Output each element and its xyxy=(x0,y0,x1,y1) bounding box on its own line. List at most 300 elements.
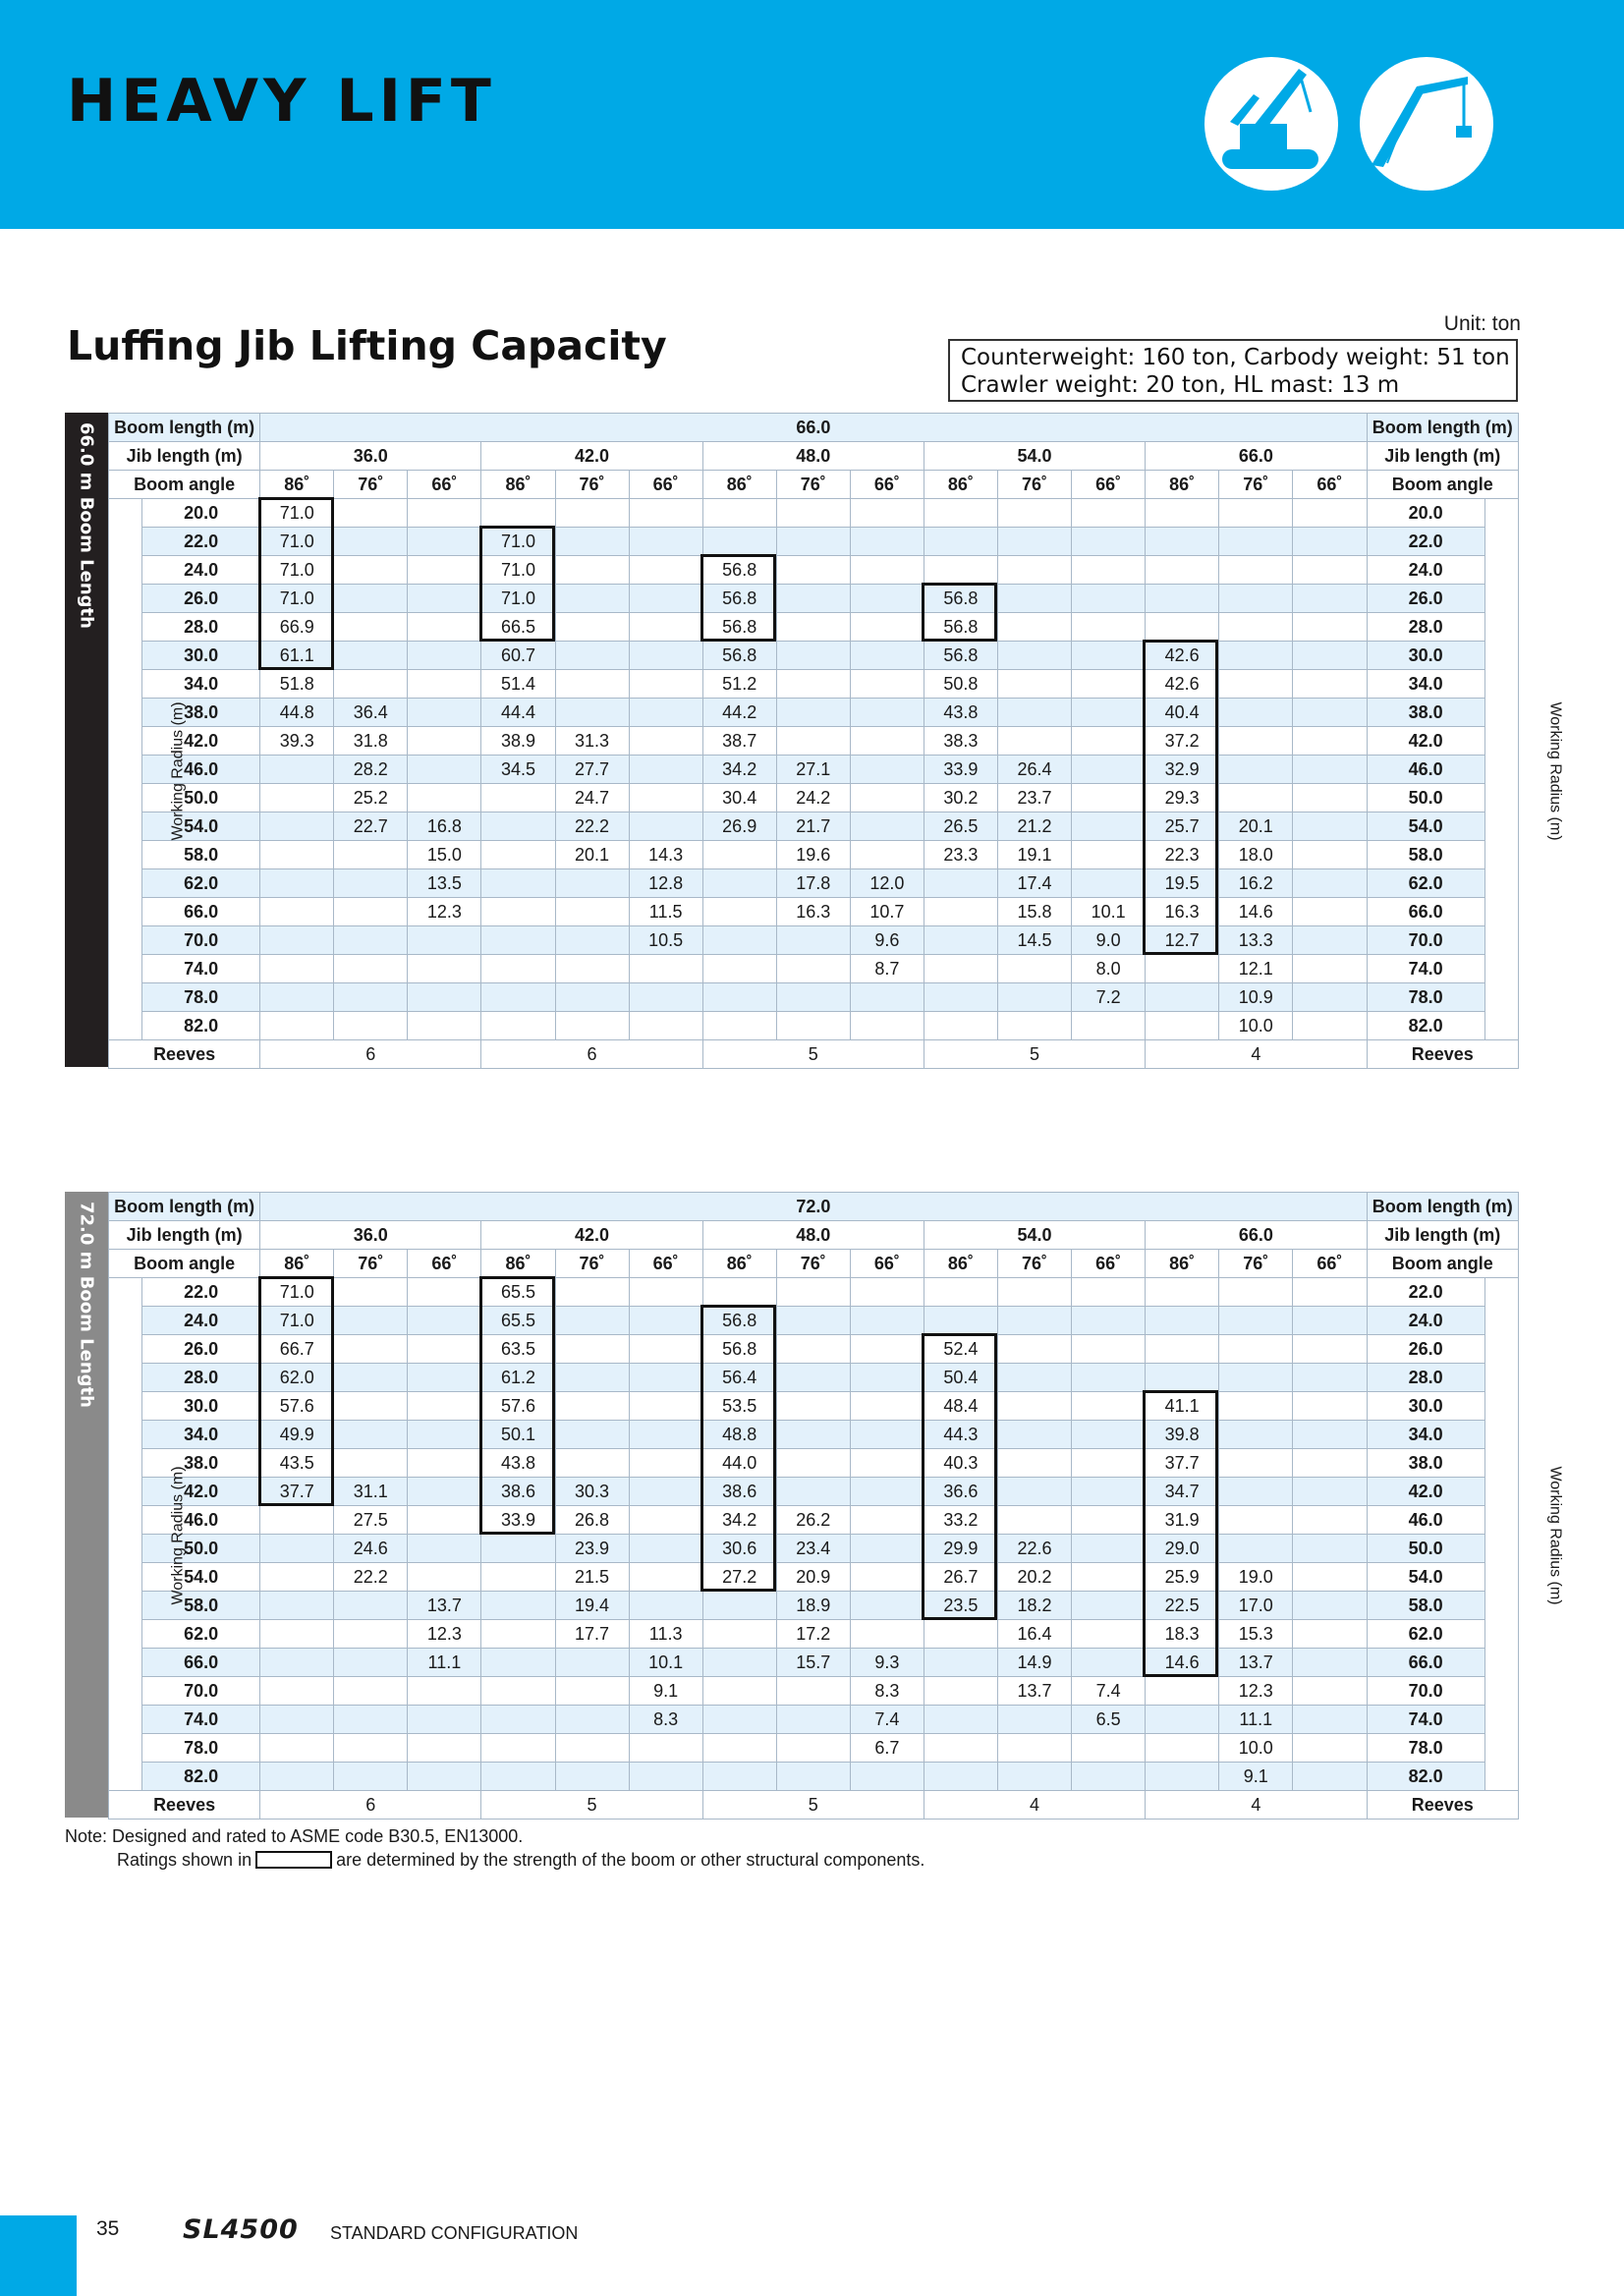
radius-value: 34.0 xyxy=(142,1421,260,1449)
capacity-cell xyxy=(1146,528,1219,556)
capacity-cell xyxy=(1219,1421,1293,1449)
capacity-cell: 33.9 xyxy=(924,756,997,784)
capacity-cell: 38.3 xyxy=(924,727,997,756)
capacity-cell: 21.2 xyxy=(997,812,1071,841)
capacity-cell xyxy=(1219,642,1293,670)
radius-value-right: 82.0 xyxy=(1367,1763,1484,1791)
capacity-cell: 14.9 xyxy=(997,1649,1071,1677)
capacity-cell: 7.2 xyxy=(1072,983,1146,1012)
radius-value-right: 54.0 xyxy=(1367,1563,1484,1592)
capacity-cell xyxy=(481,983,555,1012)
capacity-cell xyxy=(776,983,850,1012)
boom-length-row xyxy=(109,414,1519,442)
capacity-cell xyxy=(629,727,702,756)
boom-length-value: 72.0 xyxy=(260,1193,1367,1221)
radius-value-right: 30.0 xyxy=(1367,642,1484,670)
capacity-cell: 43.8 xyxy=(481,1449,555,1478)
capacity-cell xyxy=(1072,1012,1146,1040)
capacity-cell: 66.7 xyxy=(260,1335,334,1364)
capacity-cell: 18.2 xyxy=(997,1592,1071,1620)
capacity-cell: 20.9 xyxy=(776,1563,850,1592)
capacity-cell: 71.0 xyxy=(260,499,334,528)
capacity-cell xyxy=(629,1307,702,1335)
capacity-cell: 11.5 xyxy=(629,898,702,926)
capacity-cell xyxy=(924,926,997,955)
capacity-cell xyxy=(1072,1392,1146,1421)
boom-angle-value: 76˚ xyxy=(997,1250,1071,1278)
capacity-cell xyxy=(555,869,629,898)
capacity-cell: 28.2 xyxy=(334,756,408,784)
capacity-cell xyxy=(1072,585,1146,613)
capacity-cell xyxy=(1219,499,1293,528)
capacity-cell: 24.2 xyxy=(776,784,850,812)
reeves-value: 6 xyxy=(260,1040,481,1069)
radius-value: 38.0 xyxy=(142,699,260,727)
capacity-cell xyxy=(997,955,1071,983)
capacity-cell xyxy=(555,613,629,642)
capacity-cell xyxy=(1219,1449,1293,1478)
capacity-cell: 17.0 xyxy=(1219,1592,1293,1620)
capacity-cell xyxy=(481,1706,555,1734)
table-row xyxy=(109,1649,1519,1677)
capacity-cell xyxy=(1219,1364,1293,1392)
table-row xyxy=(109,812,1519,841)
capacity-cell: 25.2 xyxy=(334,784,408,812)
boom-angle-value: 66˚ xyxy=(1072,471,1146,499)
boom-length-sidebar xyxy=(65,413,108,1067)
capacity-table xyxy=(108,413,1564,1069)
capacity-cell: 8.3 xyxy=(629,1706,702,1734)
capacity-cell xyxy=(334,1012,408,1040)
capacity-cell xyxy=(629,756,702,784)
capacity-cell xyxy=(997,1421,1071,1449)
radius-value: 24.0 xyxy=(142,556,260,585)
working-radius-label xyxy=(109,1278,187,1791)
working-radius-text: Working Radius (m) xyxy=(1546,1466,1564,1605)
capacity-cell: 42.6 xyxy=(1146,670,1219,699)
capacity-cell xyxy=(260,1535,334,1563)
radius-value: 26.0 xyxy=(142,1335,260,1364)
capacity-cell xyxy=(334,585,408,613)
radius-value-right: 20.0 xyxy=(1367,499,1484,528)
boom-length-row xyxy=(109,1193,1519,1221)
capacity-cell xyxy=(334,1421,408,1449)
capacity-cell: 63.5 xyxy=(481,1335,555,1364)
capacity-cell xyxy=(997,1012,1071,1040)
capacity-cell xyxy=(1293,642,1367,670)
capacity-cell xyxy=(408,1421,481,1449)
capacity-cell xyxy=(1072,1478,1146,1506)
capacity-cell: 31.3 xyxy=(555,727,629,756)
capacity-cell: 19.6 xyxy=(776,841,850,869)
capacity-cell: 33.9 xyxy=(481,1506,555,1535)
capacity-cell xyxy=(1293,1278,1367,1307)
capacity-cell: 32.9 xyxy=(1146,756,1219,784)
capacity-cell: 8.3 xyxy=(850,1677,924,1706)
capacity-cell: 15.8 xyxy=(997,898,1071,926)
capacity-cell: 25.9 xyxy=(1146,1563,1219,1592)
radius-value-right: 28.0 xyxy=(1367,1364,1484,1392)
radius-value: 22.0 xyxy=(142,528,260,556)
capacity-cell xyxy=(850,1563,924,1592)
capacity-cell: 51.2 xyxy=(702,670,776,699)
capacity-cell: 65.5 xyxy=(481,1278,555,1307)
capacity-cell xyxy=(1072,670,1146,699)
capacity-cell xyxy=(776,642,850,670)
capacity-cell xyxy=(924,1620,997,1649)
capacity-cell xyxy=(702,528,776,556)
capacity-cell: 22.2 xyxy=(334,1563,408,1592)
capacity-cell: 18.3 xyxy=(1146,1620,1219,1649)
capacity-cell xyxy=(1219,784,1293,812)
table-row xyxy=(109,1706,1519,1734)
capacity-cell: 22.6 xyxy=(997,1535,1071,1563)
capacity-cell xyxy=(776,1478,850,1506)
capacity-cell xyxy=(260,784,334,812)
radius-value: 30.0 xyxy=(142,1392,260,1421)
radius-value-right: 62.0 xyxy=(1367,1620,1484,1649)
counterweight-line-2: Crawler weight: 20 ton, HL mast: 13 m xyxy=(961,372,1400,398)
capacity-cell xyxy=(1293,1478,1367,1506)
capacity-cell xyxy=(629,1563,702,1592)
capacity-cell: 13.7 xyxy=(997,1677,1071,1706)
capacity-cell xyxy=(850,727,924,756)
capacity-cell xyxy=(481,841,555,869)
capacity-cell: 71.0 xyxy=(481,528,555,556)
capacity-cell xyxy=(997,642,1071,670)
capacity-cell xyxy=(702,1706,776,1734)
capacity-cell: 17.7 xyxy=(555,1620,629,1649)
capacity-cell: 25.7 xyxy=(1146,812,1219,841)
luffing-jib-crane-icon xyxy=(1358,55,1495,193)
table-row xyxy=(109,1421,1519,1449)
capacity-cell xyxy=(776,926,850,955)
capacity-cell xyxy=(997,556,1071,585)
capacity-cell xyxy=(1072,1307,1146,1335)
capacity-cell xyxy=(1072,642,1146,670)
jib-length-label-right: Jib length (m) xyxy=(1367,442,1518,471)
capacity-cell xyxy=(997,528,1071,556)
capacity-cell xyxy=(260,756,334,784)
capacity-cell xyxy=(1146,1278,1219,1307)
capacity-cell xyxy=(555,1649,629,1677)
capacity-cell xyxy=(629,955,702,983)
capacity-cell: 26.2 xyxy=(776,1506,850,1535)
capacity-cell: 48.4 xyxy=(924,1392,997,1421)
capacity-cell: 26.5 xyxy=(924,812,997,841)
radius-value-right: 78.0 xyxy=(1367,1734,1484,1763)
radius-value-right: 54.0 xyxy=(1367,812,1484,841)
capacity-cell: 8.7 xyxy=(850,955,924,983)
boom-angle-value: 66˚ xyxy=(408,1250,481,1278)
capacity-cell: 16.2 xyxy=(1219,869,1293,898)
capacity-cell xyxy=(776,556,850,585)
capacity-cell: 62.0 xyxy=(260,1364,334,1392)
radius-value-right: 42.0 xyxy=(1367,1478,1484,1506)
capacity-cell xyxy=(408,1012,481,1040)
table-row xyxy=(109,613,1519,642)
table-row xyxy=(109,1506,1519,1535)
capacity-cell: 40.3 xyxy=(924,1449,997,1478)
capacity-cell xyxy=(1072,1563,1146,1592)
capacity-cell xyxy=(334,499,408,528)
capacity-cell: 16.4 xyxy=(997,1620,1071,1649)
capacity-cell xyxy=(629,1592,702,1620)
capacity-cell xyxy=(1072,1278,1146,1307)
capacity-cell xyxy=(1072,1734,1146,1763)
capacity-cell: 12.0 xyxy=(850,869,924,898)
capacity-cell xyxy=(1293,1620,1367,1649)
capacity-cell xyxy=(850,1478,924,1506)
capacity-cell xyxy=(408,1734,481,1763)
capacity-cell xyxy=(850,585,924,613)
capacity-cell xyxy=(1072,1649,1146,1677)
capacity-cell xyxy=(408,499,481,528)
capacity-cell: 10.0 xyxy=(1219,1734,1293,1763)
radius-value-right: 50.0 xyxy=(1367,784,1484,812)
capacity-cell: 27.5 xyxy=(334,1506,408,1535)
capacity-cell: 19.4 xyxy=(555,1592,629,1620)
boom-angle-label: Boom angle xyxy=(109,471,260,499)
radius-value-right: 22.0 xyxy=(1367,1278,1484,1307)
counterweight-line-1: Counterweight: 160 ton, Carbody weight: 51 ton xyxy=(961,345,1510,370)
capacity-cell: 57.6 xyxy=(260,1392,334,1421)
capacity-cell xyxy=(334,528,408,556)
capacity-cell xyxy=(408,1392,481,1421)
config-label: STANDARD CONFIGURATION xyxy=(330,2223,579,2243)
capacity-cell xyxy=(481,1535,555,1563)
table-row xyxy=(109,983,1519,1012)
capacity-cell xyxy=(260,812,334,841)
capacity-cell xyxy=(850,1506,924,1535)
capacity-cell xyxy=(924,1734,997,1763)
capacity-cell: 21.7 xyxy=(776,812,850,841)
capacity-cell xyxy=(408,699,481,727)
capacity-cell xyxy=(924,1763,997,1791)
capacity-cell xyxy=(481,1734,555,1763)
capacity-cell xyxy=(776,955,850,983)
capacity-cell: 66.5 xyxy=(481,613,555,642)
capacity-cell xyxy=(1219,1535,1293,1563)
capacity-cell xyxy=(408,1335,481,1364)
radius-value-right: 28.0 xyxy=(1367,613,1484,642)
capacity-cell xyxy=(555,499,629,528)
radius-value-right: 78.0 xyxy=(1367,983,1484,1012)
capacity-cell xyxy=(481,1763,555,1791)
capacity-cell: 18.0 xyxy=(1219,841,1293,869)
capacity-cell: 12.3 xyxy=(408,898,481,926)
capacity-cell xyxy=(629,1392,702,1421)
capacity-cell xyxy=(1293,1763,1367,1791)
capacity-cell xyxy=(1146,556,1219,585)
capacity-cell: 14.3 xyxy=(629,841,702,869)
capacity-cell xyxy=(408,528,481,556)
capacity-cell xyxy=(997,1449,1071,1478)
capacity-cell xyxy=(481,1620,555,1649)
sidebar-label: 66.0 m Boom Length xyxy=(76,422,97,629)
capacity-cell: 17.2 xyxy=(776,1620,850,1649)
capacity-cell xyxy=(850,1763,924,1791)
radius-value: 20.0 xyxy=(142,499,260,528)
capacity-cell xyxy=(1293,1649,1367,1677)
table-row xyxy=(109,1364,1519,1392)
capacity-cell xyxy=(776,670,850,699)
capacity-cell: 33.2 xyxy=(924,1506,997,1535)
capacity-cell: 10.9 xyxy=(1219,983,1293,1012)
capacity-cell xyxy=(1219,699,1293,727)
radius-value-right: 74.0 xyxy=(1367,955,1484,983)
table-row xyxy=(109,1677,1519,1706)
capacity-cell xyxy=(1293,812,1367,841)
capacity-cell xyxy=(555,1421,629,1449)
capacity-cell: 44.8 xyxy=(260,699,334,727)
capacity-cell xyxy=(334,926,408,955)
radius-value: 28.0 xyxy=(142,1364,260,1392)
jib-length-value: 66.0 xyxy=(1146,442,1367,471)
working-radius-text: Working Radius (m) xyxy=(169,1466,187,1605)
capacity-cell xyxy=(776,1307,850,1335)
capacity-cell xyxy=(1146,499,1219,528)
radius-value: 78.0 xyxy=(142,983,260,1012)
capacity-cell xyxy=(1293,1392,1367,1421)
capacity-cell xyxy=(776,1734,850,1763)
capacity-cell: 37.7 xyxy=(1146,1449,1219,1478)
boom-angle-value: 66˚ xyxy=(1072,1250,1146,1278)
capacity-cell: 10.1 xyxy=(629,1649,702,1677)
jib-length-value: 42.0 xyxy=(481,442,702,471)
capacity-cell: 15.0 xyxy=(408,841,481,869)
table-row xyxy=(109,699,1519,727)
capacity-cell: 31.8 xyxy=(334,727,408,756)
capacity-cell: 23.4 xyxy=(776,1535,850,1563)
boom-angle-value: 86˚ xyxy=(924,471,997,499)
page-number: 35 xyxy=(96,2217,120,2240)
capacity-cell xyxy=(334,955,408,983)
capacity-cell xyxy=(850,528,924,556)
radius-value: 50.0 xyxy=(142,1535,260,1563)
radius-value-right: 70.0 xyxy=(1367,1677,1484,1706)
radius-value: 34.0 xyxy=(142,670,260,699)
capacity-cell xyxy=(924,955,997,983)
capacity-cell xyxy=(408,1478,481,1506)
capacity-cell: 34.5 xyxy=(481,756,555,784)
capacity-cell xyxy=(1293,585,1367,613)
capacity-cell xyxy=(1293,983,1367,1012)
capacity-cell xyxy=(1072,727,1146,756)
radius-value: 46.0 xyxy=(142,756,260,784)
capacity-cell xyxy=(555,955,629,983)
working-radius-text: Working Radius (m) xyxy=(1546,700,1564,841)
boom-angle-value: 76˚ xyxy=(555,1250,629,1278)
capacity-cell: 30.4 xyxy=(702,784,776,812)
capacity-cell: 14.6 xyxy=(1146,1649,1219,1677)
capacity-cell xyxy=(1072,528,1146,556)
reeves-label-right: Reeves xyxy=(1367,1791,1518,1820)
jib-length-value: 36.0 xyxy=(260,442,481,471)
radius-value-right: 38.0 xyxy=(1367,1449,1484,1478)
boom-length-label-right: Boom length (m) xyxy=(1367,1193,1518,1221)
capacity-cell: 27.1 xyxy=(776,756,850,784)
jib-length-value: 48.0 xyxy=(702,442,924,471)
capacity-cell xyxy=(702,1677,776,1706)
capacity-cell xyxy=(1293,1421,1367,1449)
capacity-cell: 19.1 xyxy=(997,841,1071,869)
capacity-cell xyxy=(629,1535,702,1563)
radius-value-right: 50.0 xyxy=(1367,1535,1484,1563)
capacity-cell: 9.1 xyxy=(1219,1763,1293,1791)
boom-angle-value: 86˚ xyxy=(702,1250,776,1278)
capacity-cell xyxy=(481,869,555,898)
capacity-cell xyxy=(850,1392,924,1421)
capacity-cell xyxy=(924,1012,997,1040)
capacity-cell xyxy=(1072,841,1146,869)
capacity-cell xyxy=(924,898,997,926)
capacity-cell: 22.7 xyxy=(334,812,408,841)
capacity-cell xyxy=(408,1506,481,1535)
radius-value: 28.0 xyxy=(142,613,260,642)
capacity-cell: 71.0 xyxy=(481,556,555,585)
radius-value: 62.0 xyxy=(142,869,260,898)
radius-value: 78.0 xyxy=(142,1734,260,1763)
boom-angle-value: 66˚ xyxy=(629,471,702,499)
capacity-cell xyxy=(260,1706,334,1734)
capacity-cell: 56.8 xyxy=(924,642,997,670)
capacity-cell xyxy=(702,1012,776,1040)
capacity-cell xyxy=(850,983,924,1012)
capacity-cell xyxy=(481,1677,555,1706)
capacity-cell xyxy=(1293,1364,1367,1392)
boom-angle-value: 86˚ xyxy=(260,1250,334,1278)
radius-value: 82.0 xyxy=(142,1763,260,1791)
capacity-cell xyxy=(555,556,629,585)
capacity-cell xyxy=(1072,499,1146,528)
capacity-cell xyxy=(1072,613,1146,642)
capacity-cell: 11.1 xyxy=(408,1649,481,1677)
capacity-cell: 10.7 xyxy=(850,898,924,926)
radius-value: 66.0 xyxy=(142,898,260,926)
boom-angle-value: 76˚ xyxy=(776,471,850,499)
capacity-cell xyxy=(924,1706,997,1734)
table-row xyxy=(109,1449,1519,1478)
capacity-cell xyxy=(924,869,997,898)
table-row xyxy=(109,841,1519,869)
capacity-cell xyxy=(1219,670,1293,699)
capacity-cell xyxy=(1219,1307,1293,1335)
capacity-cell xyxy=(1293,869,1367,898)
capacity-cell: 44.4 xyxy=(481,699,555,727)
capacity-cell: 48.8 xyxy=(702,1421,776,1449)
boom-angle-label-right: Boom angle xyxy=(1367,1250,1518,1278)
capacity-cell xyxy=(408,670,481,699)
capacity-cell xyxy=(260,1592,334,1620)
capacity-cell xyxy=(408,1364,481,1392)
capacity-cell xyxy=(924,1677,997,1706)
capacity-cell: 7.4 xyxy=(1072,1677,1146,1706)
table-row xyxy=(109,1478,1519,1506)
capacity-cell xyxy=(1219,1335,1293,1364)
capacity-cell xyxy=(776,585,850,613)
capacity-cell xyxy=(481,955,555,983)
radius-value-right: 70.0 xyxy=(1367,926,1484,955)
radius-value-right: 22.0 xyxy=(1367,528,1484,556)
radius-value-right: 62.0 xyxy=(1367,869,1484,898)
jib-length-label-right: Jib length (m) xyxy=(1367,1221,1518,1250)
capacity-cell xyxy=(1219,613,1293,642)
capacity-cell xyxy=(850,613,924,642)
jib-length-value: 42.0 xyxy=(481,1221,702,1250)
capacity-cell xyxy=(776,1012,850,1040)
boom-angle-value: 86˚ xyxy=(481,1250,555,1278)
